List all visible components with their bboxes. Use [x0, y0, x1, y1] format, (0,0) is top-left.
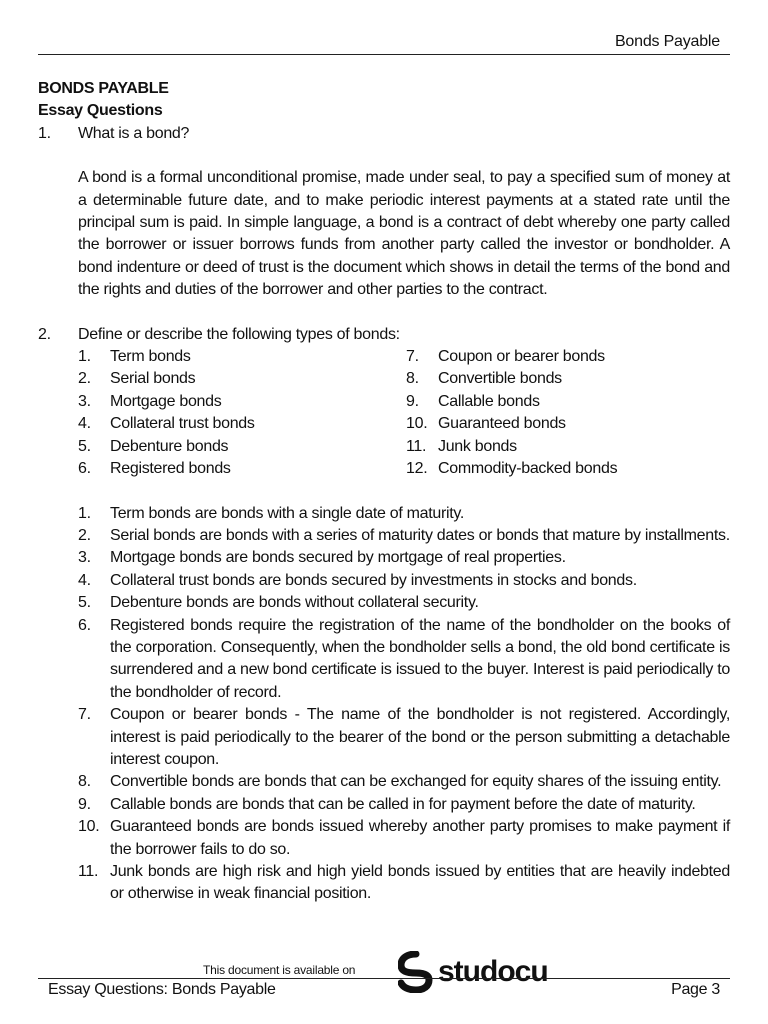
question-text: Define or describe the following types of bonds:: [78, 325, 400, 343]
item-label: Coupon or bearer bonds: [438, 348, 605, 366]
item-number: 10.: [406, 415, 428, 433]
item-number: 9.: [78, 795, 91, 813]
answer-1-paragraph: A bond is a formal unconditional promise, made under seal, to pay a specified sum of money at a determinable future date, and to make periodic interest payments at a stated rate until the principal sum is paid. In simple language, a bond is a contract of debt whereby one party called the borrower or issuer borrows funds from another party called the investor or bondholder. A bond indenture or deed of trust is the document which shows in detail the terms of the bond and the rights and duties of the borrower and other parties to the contract.: [78, 169, 730, 299]
item-number: 7.: [406, 348, 419, 366]
item-number: 11.: [78, 863, 99, 880]
question-number: 2.: [38, 325, 51, 343]
list-item: [78, 391, 406, 413]
bond-types-list: [78, 346, 730, 480]
item-number: 2.: [78, 526, 91, 544]
item-number: 6.: [78, 460, 91, 478]
item-number: 1.: [78, 504, 91, 522]
item-label: Convertible bonds: [438, 370, 562, 388]
studocu-logo[interactable]: [398, 950, 548, 994]
question-text: What is a bond?: [78, 124, 190, 142]
item-number: 5.: [78, 437, 91, 455]
page-number: Page 3: [671, 981, 720, 998]
item-number: 1.: [78, 348, 91, 366]
item-text: Callable bonds are bonds that can be called in for payment before the date of maturity.: [110, 795, 696, 813]
item-number: 4.: [78, 415, 91, 433]
item-label: Registered bonds: [110, 460, 231, 478]
item-text: Mortgage bonds are bonds secured by mortgage of real properties.: [110, 549, 566, 567]
item-label: Junk bonds: [438, 437, 517, 455]
item-number: 12.: [406, 460, 428, 478]
list-item: [78, 592, 730, 614]
list-item: [78, 346, 406, 368]
item-number: 3.: [78, 392, 91, 410]
bond-types-left-column: [78, 346, 406, 480]
running-header-title: Bonds Payable: [614, 33, 720, 50]
item-number: 3.: [78, 549, 91, 567]
list-item: [78, 771, 730, 793]
item-text: Coupon or bearer bonds - The name of the bondholder is not registered. Accordingly, interest is paid periodically to the bearer of the bond or the person submitting a detachable interest coupon.: [110, 706, 730, 768]
item-number: 4.: [78, 571, 91, 589]
item-number: 8.: [78, 773, 91, 791]
item-number: 8.: [406, 370, 419, 388]
item-number: 2.: [78, 370, 91, 388]
list-item: [406, 391, 730, 413]
footer-document-title: Essay Questions: Bonds Payable: [48, 981, 276, 998]
item-number: 9.: [406, 392, 419, 410]
list-item: [406, 368, 730, 390]
item-text: Guaranteed bonds are bonds issued whereby another party promises to make payment if the borrower fails to do so.: [110, 818, 730, 858]
item-label: Collateral trust bonds: [110, 415, 255, 433]
item-text: Registered bonds require the registration of the name of the bondholder on the books of the corporation. Consequently, when the bondholder sells a bond, the old bond certificate is surrendered and a new bond certificate is issued to the buyer. Interest is paid periodically to the bondholder of record.: [110, 616, 730, 701]
list-item: [78, 816, 730, 861]
item-number: 7.: [78, 706, 91, 724]
studocu-logo-text: studocu: [438, 955, 548, 988]
list-item: [406, 413, 730, 435]
item-text: Convertible bonds are bonds that can be exchanged for equity shares of the issuing entity.: [110, 773, 722, 791]
list-item: [78, 794, 730, 816]
document-body: [38, 78, 730, 906]
item-label: Callable bonds: [438, 392, 540, 410]
item-number: 6.: [78, 616, 91, 634]
list-item: [78, 547, 730, 569]
list-item: [406, 346, 730, 368]
bond-definitions-list: [78, 503, 730, 906]
item-label: Guaranteed bonds: [438, 415, 566, 433]
question-1: [38, 123, 730, 145]
studocu-logo-icon: [398, 951, 434, 993]
list-item: [406, 458, 730, 480]
list-item: [406, 436, 730, 458]
item-text: Term bonds are bonds with a single date of maturity.: [110, 504, 465, 522]
bond-types-right-column: [406, 346, 730, 480]
available-on-text: This document is available on: [203, 963, 356, 977]
list-item: [78, 570, 730, 592]
list-item: [78, 861, 730, 906]
question-2: [38, 324, 730, 346]
list-item: [78, 704, 730, 771]
section-subtitle: Essay Questions: [38, 102, 163, 120]
footer-divider: [38, 978, 730, 979]
item-number: 10.: [78, 818, 100, 836]
list-item: [78, 436, 406, 458]
header-divider: [38, 54, 730, 55]
list-item: [78, 503, 730, 525]
item-label: Term bonds: [110, 348, 191, 366]
item-number: 11.: [406, 437, 427, 455]
list-item: [78, 368, 406, 390]
item-label: Debenture bonds: [110, 437, 229, 455]
document-title: BONDS PAYABLE: [38, 80, 169, 97]
item-label: Serial bonds: [110, 370, 196, 388]
item-text: Collateral trust bonds are bonds secured by investments in stocks and bonds.: [110, 571, 637, 589]
item-text: Debenture bonds are bonds without collateral security.: [110, 594, 479, 612]
item-label: Commodity-backed bonds: [438, 460, 618, 478]
item-text: Junk bonds are high risk and high yield bonds issued by entities that are heavily indebted or otherwise in weak financial position.: [110, 863, 730, 903]
list-item: [78, 615, 730, 705]
item-label: Mortgage bonds: [110, 392, 222, 410]
list-item: [78, 458, 406, 480]
question-number: 1.: [38, 124, 51, 142]
list-item: [78, 525, 730, 547]
item-number: 5.: [78, 594, 91, 612]
list-item: [78, 413, 406, 435]
item-text: Serial bonds are bonds with a series of maturity dates or bonds that mature by installments.: [110, 526, 730, 544]
